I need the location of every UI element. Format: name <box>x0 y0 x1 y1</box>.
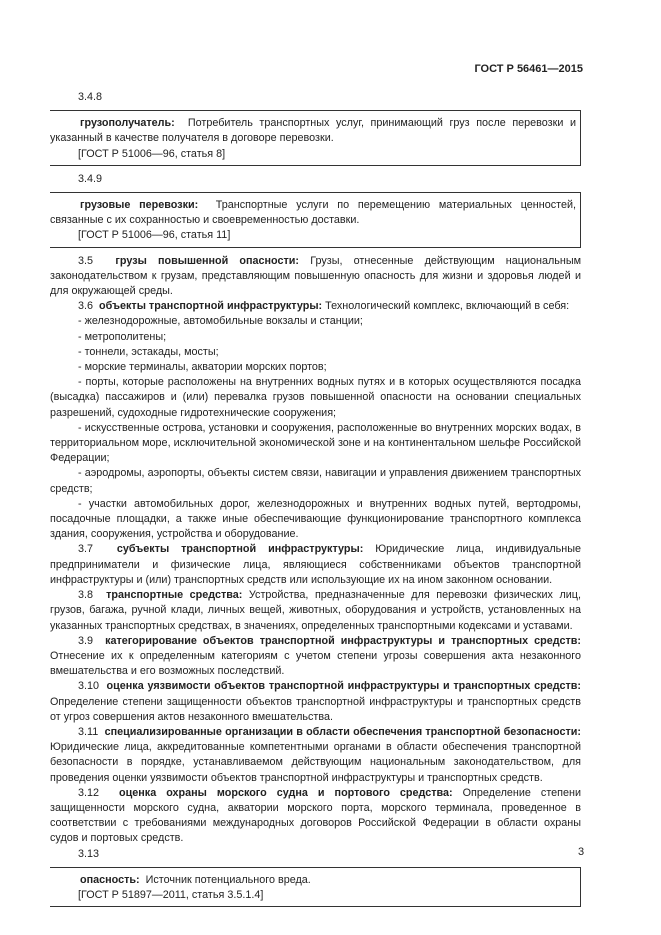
list-item: - морские терминалы, акватории морских портов; <box>78 361 327 374</box>
list-item: - тоннели, эстакады, мосты; <box>78 345 219 358</box>
term: грузовые перевозки: <box>80 199 199 212</box>
list-item: - искусственные острова, установки и сооружения, расположенные во внутренних морских водах, в территориальном море, исключительной экономической зоне и на континентальном шельфе Российской Федерации; <box>50 421 581 465</box>
term: грузополучатель: <box>80 117 175 130</box>
list-item: - железнодорожные, автомобильные вокзалы и станции; <box>78 315 363 328</box>
term: опасность: <box>80 873 140 886</box>
reference: [ГОСТ Р 51006—96, статья 8] <box>78 147 226 160</box>
term: оценка уязвимости объектов транспортной инфраструктуры и транспортных средств: <box>106 680 581 693</box>
paragraph-3-7: 3.7 субъекты транспортной инфраструктуры: Юридические лица, индивидуальные предприниматели и физические лица, являющиеся собственниками объектов транспортной инфраструктуры и (или) транспортных средств или использующие их на ином законном основании. <box>50 543 582 586</box>
standard-code: ГОСТ Р 56461—2015 <box>474 63 583 75</box>
page-number: 3 <box>578 846 585 858</box>
paragraph-3-9: 3.9 категорирование объектов транспортной инфраструктуры и транспортных средств: Отнесение их к определенным категориям с учетом степени угрозы совершения акта незаконного вмешательства и его возможных последствий. <box>50 634 581 678</box>
definition-box <box>50 867 581 907</box>
term: транспортные средства: <box>106 589 243 602</box>
definition: Источник потенциального вреда. <box>145 873 311 886</box>
list-item: - участки автомобильных дорог, железнодорожных и внутренних водных путей, вертодромы, посадочные площадки, а также иные обеспечивающие функционирование транспортного комплекса здания, сооружения, устройства и оборудование. <box>50 497 581 541</box>
definition-text <box>50 873 576 888</box>
paragraph-3-12: 3.12 оценка охраны морского судна и портового средства: Определение степени защищенности морского судна, акватории морского порта, морского терминала, проведенное в соответствии с требованиями международных договоров Российской Федерации в области охраны судов и портовых средств. <box>50 786 582 845</box>
definition-box <box>50 192 581 248</box>
paragraph-3-10: 3.10 оценка уязвимости объектов транспортной инфраструктуры и транспортных средств: Определение степени защищенности объектов транспортной инфраструктуры и транспортных средств от угроз совершения актов незаконного вмешательства. <box>50 680 581 723</box>
paragraph-3-11: 3.11 специализированные организации в области обеспечения транспортной безопасности: Юридические лица, аккредитованные компетентными органами в области обеспечения транспортной безопасности в порядке, устанавливаемом действующим национальным законодательством, для проведения оценки уязвимости объектов транспортной инфраструктуры и транспортных средств. <box>50 725 581 784</box>
term: категорирование объектов транспортной инфраструктуры и транспортных средств: <box>105 634 581 647</box>
paragraph-3-6: 3.6 объекты транспортной инфраструктуры: Технологический комплекс, включающий в себя: <box>78 300 570 313</box>
reference: [ГОСТ Р 51897—2011, статья 3.5.1.4] <box>78 888 264 901</box>
term: объекты транспортной инфраструктуры: <box>99 300 323 313</box>
definition-text <box>50 116 576 146</box>
list-item: - порты, которые расположены на внутренних водных путях и в которых осуществляются посадка (высадка) пассажиров и (или) перевалка грузов повышенной опасности на основании специальных разрешений, судоходные гидротехнические сооружения; <box>50 376 581 419</box>
paragraph-3-8: 3.8 транспортные средства: Устройства, предназначенные для перевозки физических лиц, грузов, багажа, ручной клади, личных вещей, животных, оборудования и устройств, установленных на указанных транспортных средствах, в значениях, определенных транспортными кодексами и уставами. <box>50 589 581 632</box>
definition-box <box>50 110 581 166</box>
definition: Потребитель транспортных услуг, принимающий груз после перевозки и указанный в качестве получателя в договоре перевозки. <box>50 117 576 145</box>
term: грузы повышенной опасности: <box>115 254 300 267</box>
term: субъекты транспортной инфраструктуры: <box>116 543 364 556</box>
list-item: - метрополитены; <box>78 330 167 343</box>
document-body <box>50 90 581 913</box>
term: оценка охраны морского судна и портового средства: <box>119 786 453 799</box>
list-item: - аэродромы, аэропорты, объекты систем связи, навигации и управления движением транспортных средств; <box>50 467 581 495</box>
paragraph-3-5: 3.5 грузы повышенной опасности: Грузы, отнесенные действующим национальным законодательством к грузам, представляющим повышенную опасность для жизни и здоровья людей и для окружающей среды. <box>50 254 582 298</box>
definition-text <box>50 198 576 228</box>
term: специализированные организации в области обеспечения транспортной безопасности: <box>104 725 581 738</box>
definition: Транспортные услуги по перемещению материальных ценностей, связанные с их сохранностью и своевременностью доставки. <box>50 199 576 227</box>
entry-number: 3.4.8 <box>78 91 103 103</box>
entry-number: 3.4.9 <box>78 172 103 185</box>
reference: [ГОСТ Р 51006—96, статья 11] <box>78 229 231 242</box>
entry-number: 3.13 <box>78 847 100 860</box>
